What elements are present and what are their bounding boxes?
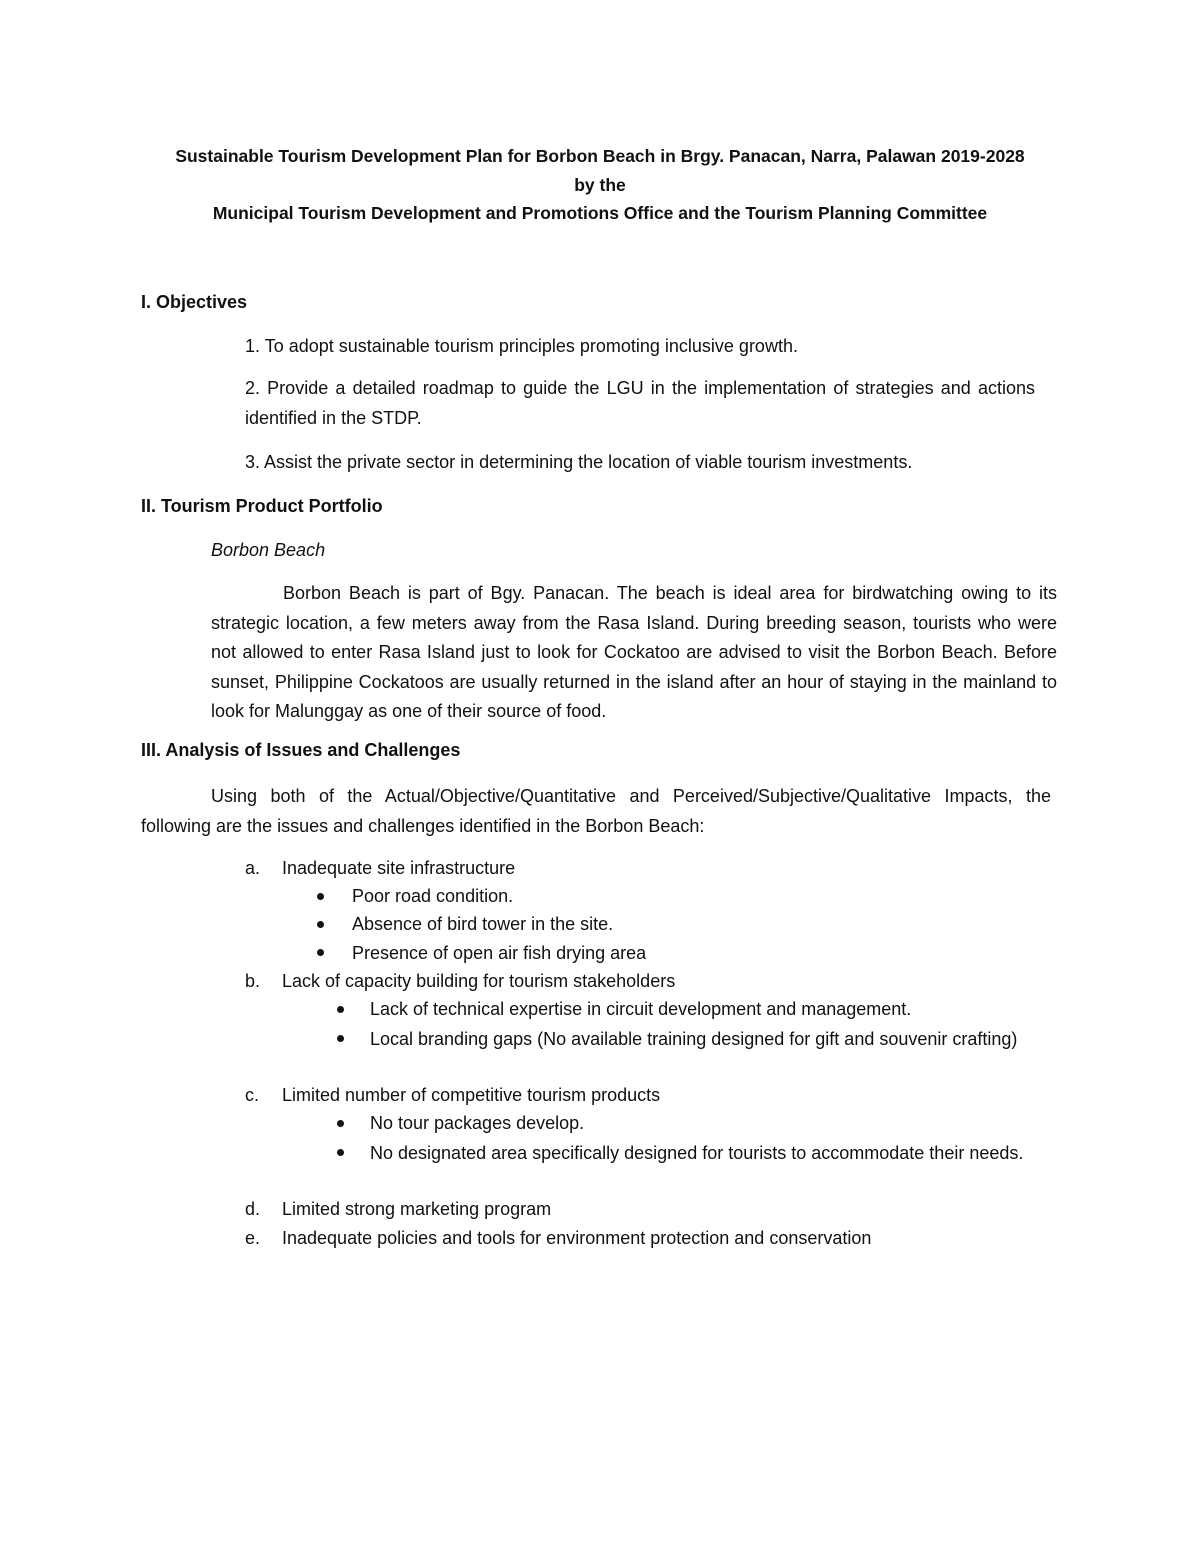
objective-item: 2. Provide a detailed roadmap to guide the LGU in the implementation of strategies and actions identified in the STDP. xyxy=(245,378,1035,428)
issue-item: Limited strong marketing program xyxy=(282,1199,552,1219)
section-heading-objectives: I. Objectives xyxy=(141,292,248,312)
issue-bullet: No designated area specifically designed for tourists to accommodate their needs. xyxy=(370,1143,1024,1163)
issue-bullet: Local branding gaps (No available training designed for gift and souvenir crafting) xyxy=(370,1029,1018,1049)
issue-item: Limited number of competitive tourism products xyxy=(282,1085,661,1105)
issue-letter: d. xyxy=(245,1199,261,1219)
bullet-icon xyxy=(317,893,324,900)
bullet-icon xyxy=(317,921,324,928)
borbon-beach-paragraph: Borbon Beach is part of Bgy. Panacan. The beach is ideal area for birdwatching owing to its strategic location, a few meters away from the Rasa Island. During breeding season, tourists who were not allowed to enter Rasa Island just to look for Cockatoo are advised to visit the Borbon Beach. Before sunset, Philippine Cockatoos are usually returned in the island after an hour of staying in the mainland to look for Malunggay as one of their source of food. xyxy=(211,583,1057,721)
bullet-icon xyxy=(337,1035,344,1042)
subheading-borbon-beach: Borbon Beach xyxy=(211,540,326,560)
bullet-icon xyxy=(317,949,324,956)
document-title: Sustainable Tourism Development Plan for Borbon Beach in Brgy. Panacan, Narra, Palawan 2019-2028 xyxy=(175,146,1025,166)
issue-bullet: Absence of bird tower in the site. xyxy=(352,914,614,934)
section-heading-issues: III. Analysis of Issues and Challenges xyxy=(141,740,461,760)
issue-item: Inadequate policies and tools for environment protection and conservation xyxy=(282,1228,872,1248)
document-title-byline: by the xyxy=(574,175,626,195)
document-title-authors: Municipal Tourism Development and Promotions Office and the Tourism Planning Committee xyxy=(212,203,988,223)
issue-bullet: No tour packages develop. xyxy=(370,1113,585,1133)
issue-bullet: Poor road condition. xyxy=(352,886,514,906)
issue-item: Inadequate site infrastructure xyxy=(282,858,516,878)
issue-item: Lack of capacity building for tourism stakeholders xyxy=(282,971,676,991)
issues-intro-paragraph: Using both of the Actual/Objective/Quantitative and Perceived/Subjective/Qualitative Impacts, the following are the issues and challenges identified in the Borbon Beach: xyxy=(141,786,1051,836)
objective-item: 3. Assist the private sector in determining the location of viable tourism investments. xyxy=(245,452,913,472)
issue-letter: b. xyxy=(245,971,261,991)
issue-bullet: Lack of technical expertise in circuit development and management. xyxy=(370,999,912,1019)
issue-letter: a. xyxy=(245,858,261,878)
section-heading-portfolio: II. Tourism Product Portfolio xyxy=(141,496,383,516)
issue-bullet: Presence of open air fish drying area xyxy=(352,943,647,963)
bullet-icon xyxy=(337,1149,344,1156)
bullet-icon xyxy=(337,1006,344,1013)
issue-letter: e. xyxy=(245,1228,261,1248)
objective-item: 1. To adopt sustainable tourism principles promoting inclusive growth. xyxy=(245,336,798,356)
bullet-icon xyxy=(337,1120,344,1127)
issue-letter: c. xyxy=(245,1085,260,1105)
